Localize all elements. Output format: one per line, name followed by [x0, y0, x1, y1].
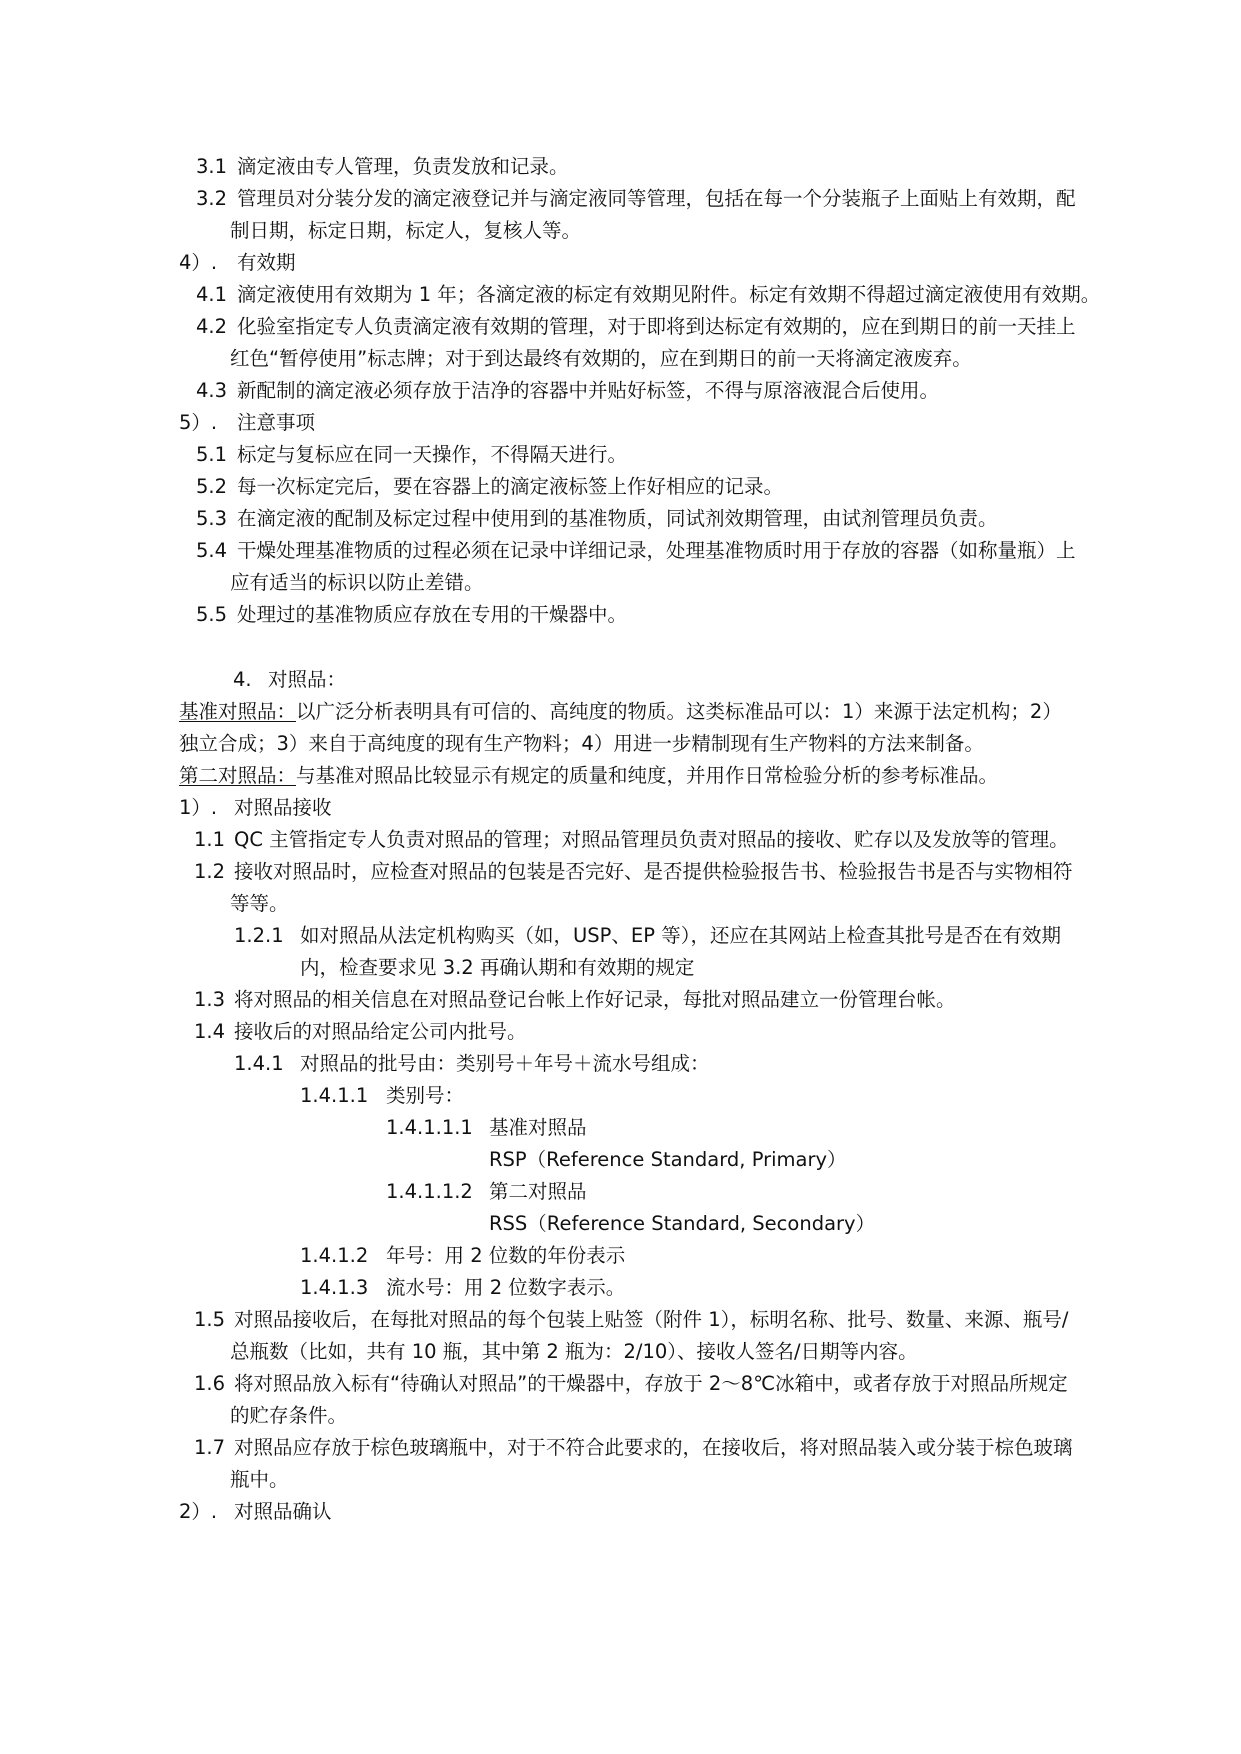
item-1-4-1-1 [300, 1082, 464, 1110]
item-text: 应有适当的标识以防止差错。 [230, 571, 484, 594]
item-text: 对照品的批号由：类别号＋年号＋流水号组成： [300, 1052, 710, 1075]
item-text: 接收后的对照品给定公司内批号。 [234, 1020, 527, 1043]
item-text: 等等。 [230, 892, 289, 915]
item-number: 5.2 [196, 475, 228, 498]
defined-term: 基准对照品： [179, 700, 297, 723]
item-text: 基准对照品 [489, 1116, 587, 1139]
item-1-6 [194, 1370, 1068, 1398]
item-number: 1.7 [194, 1436, 226, 1459]
item-number: 1.6 [194, 1372, 226, 1395]
item-4-2-continued [230, 345, 972, 373]
item-5-4-continued [230, 569, 484, 597]
item-3-2 [196, 185, 1076, 213]
section-number: 5）. [179, 411, 218, 434]
item-number: 5.5 [196, 603, 228, 626]
section-title: 注意事项 [237, 411, 316, 434]
item-4-3 [196, 377, 939, 405]
item-text: 类别号： [386, 1084, 465, 1107]
item-1-4-1-1-1 [386, 1114, 587, 1142]
item-text: 管理员对分装分发的滴定液登记并与滴定液同等管理，包括在每一个分装瓶子上面贴上有效期，配 [237, 187, 1076, 210]
item-number: 1.4.1.1.2 [386, 1180, 473, 1203]
item-5-2 [196, 473, 783, 501]
item-text: 干燥处理基准物质的过程必须在记录中详细记录，处理基准物质时用于存放的容器（如称量瓶）上 [237, 539, 1076, 562]
item-1-7-continued [230, 1466, 289, 1494]
section-title: 有效期 [237, 251, 296, 274]
item-text: 的贮存条件。 [230, 1404, 348, 1427]
item-1-1 [194, 826, 1069, 854]
item-1-6-continued [230, 1402, 347, 1430]
item-3-1 [196, 153, 569, 181]
definition-primary-continued [179, 730, 984, 758]
item-1-2-continued [230, 890, 289, 918]
item-number: 1.3 [194, 988, 226, 1011]
item-number: 1.4.1.1 [300, 1084, 369, 1107]
item-text: RSS（Reference Standard, Secondary） [489, 1212, 876, 1235]
item-number: 5.3 [196, 507, 228, 530]
definition-secondary [179, 762, 998, 790]
item-number: 1.2.1 [234, 924, 284, 947]
item-text: 红色“暂停使用”标志牌；对于到达最终有效期的，应在到期日的前一天将滴定液废弃。 [230, 347, 972, 370]
item-number: 3.1 [196, 155, 228, 178]
item-text: 对照品应存放于棕色玻璃瓶中，对于不符合此要求的，在接收后，将对照品装入或分装于棕色玻璃 [234, 1436, 1073, 1459]
item-number: 4.2 [196, 315, 228, 338]
item-number: 1.4.1.3 [300, 1276, 369, 1299]
section-1-heading [179, 794, 332, 822]
item-5-1 [196, 441, 627, 469]
item-number: 1.4.1.1.1 [386, 1116, 473, 1139]
item-text: 标定与复标应在同一天操作，不得隔天进行。 [237, 443, 628, 466]
item-text: 化验室指定专人负责滴定液有效期的管理，对于即将到达标定有效期的，应在到期日的前一天挂上 [237, 315, 1076, 338]
item-number: 5.4 [196, 539, 228, 562]
item-1-4-1-1-2-code [489, 1210, 875, 1238]
item-1-5 [194, 1306, 1068, 1334]
chapter-title: 对照品： [268, 668, 347, 691]
item-text: 滴定液使用有效期为 1 年；各滴定液的标定有效期见附件。标定有效期不得超过滴定液使用有效期。 [237, 283, 1101, 306]
item-number: 4.3 [196, 379, 228, 402]
section-title: 对照品接收 [234, 796, 332, 819]
item-1-2 [194, 858, 1073, 886]
item-1-2-1-continued [300, 954, 694, 982]
item-number: 1.4.1 [234, 1052, 284, 1075]
item-text: 在滴定液的配制及标定过程中使用到的基准物质，同试剂效期管理，由试剂管理员负责。 [237, 507, 998, 530]
section-number: 4）. [179, 251, 218, 274]
section-number: 2）. [179, 1500, 218, 1523]
definition-text: 与基准对照品比较显示有规定的质量和纯度，并用作日常检验分析的参考标准品。 [296, 764, 999, 787]
item-text: 新配制的滴定液必须存放于洁净的容器中并贴好标签，不得与原溶液混合后使用。 [237, 379, 940, 402]
item-5-3 [196, 505, 998, 533]
item-3-2-continued [230, 217, 581, 245]
item-number: 4.1 [196, 283, 228, 306]
item-text: 瓶中。 [230, 1468, 289, 1491]
item-1-4-1-1-1-code [489, 1146, 847, 1174]
section-4-heading [179, 249, 296, 277]
item-number: 1.1 [194, 828, 226, 851]
item-text: 每一次标定完后，要在容器上的滴定液标签上作好相应的记录。 [237, 475, 784, 498]
item-1-4-1-3 [300, 1274, 625, 1302]
item-text: 流水号：用 2 位数字表示。 [386, 1276, 626, 1299]
item-number: 3.2 [196, 187, 228, 210]
item-text: 总瓶数（比如，共有 10 瓶，其中第 2 瓶为：2/10）、接收人签名/日期等内容。 [230, 1340, 918, 1363]
chapter-number: 4. [233, 668, 252, 691]
section-title: 对照品确认 [234, 1500, 332, 1523]
item-text: 接收对照品时，应检查对照品的包装是否完好、是否提供检验报告书、检验报告书是否与实物相符 [234, 860, 1073, 883]
item-text: 滴定液由专人管理，负责发放和记录。 [237, 155, 569, 178]
item-1-4-1-1-2 [386, 1178, 587, 1206]
item-number: 1.4.1.2 [300, 1244, 369, 1267]
item-text: 制日期，标定日期，标定人，复核人等。 [230, 219, 582, 242]
item-number: 1.4 [194, 1020, 226, 1043]
section-number: 1）. [179, 796, 218, 819]
item-1-7 [194, 1434, 1073, 1462]
section-5-heading [179, 409, 315, 437]
item-4-1 [196, 281, 1100, 309]
item-number: 1.2 [194, 860, 226, 883]
item-1-3 [194, 986, 956, 1014]
item-5-5 [196, 601, 627, 629]
item-text: 如对照品从法定机构购买（如，USP、EP 等），还应在其网站上检查其批号是否在有效期 [300, 924, 1061, 947]
definition-text: 独立合成；3）来自于高纯度的现有生产物料；4）用进一步精制现有生产物料的方法来制备。 [179, 732, 984, 755]
item-1-5-continued [230, 1338, 918, 1366]
item-text: 将对照品的相关信息在对照品登记台帐上作好记录，每批对照品建立一份管理台帐。 [234, 988, 956, 1011]
item-text: 年号：用 2 位数的年份表示 [386, 1244, 626, 1267]
item-text: QC 主管指定专人负责对照品的管理；对照品管理员负责对照品的接收、贮存以及发放等的管理。 [234, 828, 1069, 851]
item-1-4-1-2 [300, 1242, 625, 1270]
section-2-heading [179, 1498, 332, 1526]
item-text: 第二对照品 [489, 1180, 587, 1203]
defined-term: 第二对照品： [179, 764, 297, 787]
item-1-2-1 [234, 922, 1061, 950]
item-number: 5.1 [196, 443, 228, 466]
item-5-4 [196, 537, 1076, 565]
item-text: 内，检查要求见 3.2 再确认期和有效期的规定 [300, 956, 695, 979]
chapter-4-heading [233, 666, 346, 694]
definition-text: 以广泛分析表明具有可信的、高纯度的物质。这类标准品可以：1）来源于法定机构；2） [296, 700, 1062, 723]
definition-primary [179, 698, 1062, 726]
item-number: 1.5 [194, 1308, 226, 1331]
item-1-4 [194, 1018, 527, 1046]
item-4-2 [196, 313, 1076, 341]
item-1-4-1 [234, 1050, 710, 1078]
item-text: 处理过的基准物质应存放在专用的干燥器中。 [237, 603, 628, 626]
item-text: 对照品接收后，在每批对照品的每个包装上贴签（附件 1），标明名称、批号、数量、来源、瓶号/ [234, 1308, 1069, 1331]
item-text: RSP（Reference Standard, Primary） [489, 1148, 847, 1171]
item-text: 将对照品放入标有“待确认对照品”的干燥器中，存放于 2～8℃冰箱中，或者存放于对照品所规定 [234, 1372, 1068, 1395]
